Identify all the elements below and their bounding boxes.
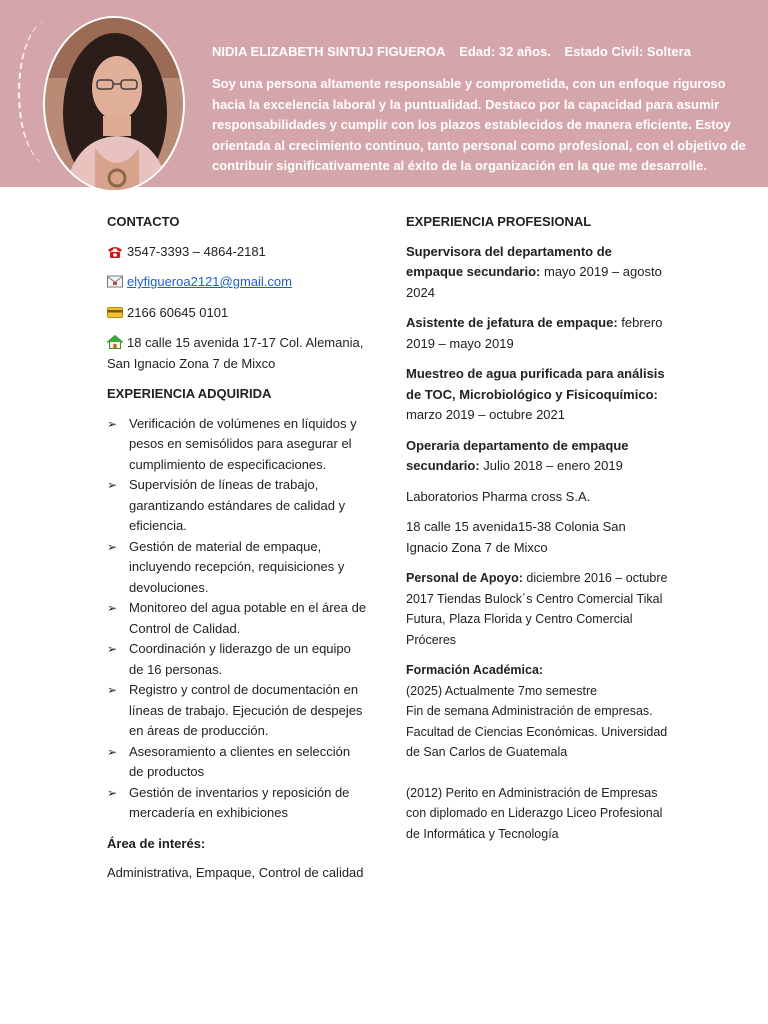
professional-experience-title: EXPERIENCIA PROFESIONAL: [406, 214, 592, 229]
id-card-icon: [107, 305, 123, 318]
contact-email-row: [107, 272, 367, 293]
contact-address-row: [107, 333, 367, 374]
support-entry: [406, 568, 668, 650]
list-item: ➢ Monitoreo del agua potable en el área de Control de Calidad.: [107, 598, 367, 639]
header-identity-line: [212, 44, 701, 59]
contact-phone: 3547-3393 – 4864-2181: [127, 243, 266, 259]
list-item: ➢ Registro y control de documentación en líneas de trabajo. Ejecución de despejes en áreas de producción.: [107, 680, 367, 742]
interest-title: Área de interés:: [107, 835, 206, 851]
job-period: Julio 2018 – enero 2019: [479, 458, 623, 473]
education-line: (2012) Perito en Administración de Empresas con diplomado en Liderazgo Liceo Profesional de Informática y Tecnología: [406, 785, 663, 841]
company-address: 18 calle 15 avenida15-38 Colonia San Ignacio Zona 7 de Mixco: [406, 519, 626, 555]
contact-title: CONTACTO: [107, 214, 180, 229]
list-item: ➢ Gestión de inventarios y reposición de mercadería en exhibiciones: [107, 783, 367, 824]
job-role: Asistente de jefatura de empaque:: [406, 315, 618, 330]
job-period: febrero 2019 – mayo 2019: [406, 315, 663, 351]
job-entry: [406, 242, 668, 304]
acquired-experience-list: [107, 414, 367, 824]
job-entry: [406, 364, 668, 426]
education-line: (2025) Actualmente 7mo semestre: [406, 683, 598, 698]
contact-email-link[interactable]: elyfigueroa2121@gmail.com: [127, 274, 292, 289]
job-entry: [406, 436, 668, 477]
list-item: ➢ Supervisión de líneas de trabajo, garantizando estándares de calidad y eficiencia.: [107, 475, 367, 537]
list-item: ➢ Gestión de material de empaque, incluyendo recepción, requisiciones y devoluciones.: [107, 537, 367, 599]
job-role: Supervisora del departamento de empaque secundario:: [406, 243, 612, 279]
profile-photo: [43, 16, 185, 192]
list-item: ➢ Coordinación y liderazgo de un equipo de 16 personas.: [107, 639, 367, 680]
left-column: [107, 212, 367, 894]
job-period: marzo 2019 – octubre 2021: [406, 407, 565, 422]
civil-status: Estado Civil: Soltera: [564, 44, 691, 59]
job-entry: [406, 313, 668, 354]
company-name: Laboratorios Pharma cross S.A.: [406, 488, 591, 504]
support-text: diciembre 2016 – octubre 2017 Tiendas Bulock´s Centro Comercial Tikal Futura, Plaza Florida y Centro Comercial Próceres: [406, 571, 668, 647]
list-item: ➢ Verificación de volúmenes en líquidos y pesos en semisólidos para asegurar el cumplimiento de especificaciones.: [107, 414, 367, 476]
job-period: mayo 2019 – agosto 2024: [406, 264, 662, 300]
header-banner: [0, 0, 768, 187]
contact-address: 18 calle 15 avenida 17-17 Col. Alemania, San Ignacio Zona 7 de Mixco: [107, 335, 364, 371]
contact-dpi: 2166 60645 0101: [127, 304, 229, 320]
job-role: Muestreo de agua purificada para análisis de TOC, Microbiológico y Fisicoquímico:: [406, 366, 665, 402]
contact-phone-row: [107, 242, 367, 263]
list-item: ➢ Asesoramiento a clientes en selección de productos: [107, 742, 367, 783]
education-line: Fin de semana Administración de empresas. Facultad de Ciencias Económicas. Universidad de San Carlos de Guatemala: [406, 704, 668, 759]
telephone-icon: [107, 244, 123, 257]
house-icon: [107, 335, 123, 348]
full-name: NIDIA ELIZABETH SINTUJ FIGUEROA: [212, 44, 446, 59]
education-section: [406, 660, 668, 844]
envelope-icon: [107, 274, 123, 287]
job-role: Operaria departamento de empaque secundario:: [406, 437, 629, 473]
interest-text: Administrativa, Empaque, Control de calidad: [107, 865, 364, 880]
right-column: [406, 212, 668, 844]
education-title: Formación Académica:: [406, 663, 544, 677]
contact-dpi-row: [107, 303, 367, 324]
acquired-experience-title: EXPERIENCIA ADQUIRIDA: [107, 386, 272, 401]
age: Edad: 32 años.: [459, 44, 551, 59]
profile-summary: Soy una persona altamente responsable y comprometida, con un enfoque riguroso hacia la excelencia laboral y la puntualidad. Destaco por la capacidad para asumir responsabilidades y cumplir con los plazos establecidos de manera eficiente. Estoy orientada al crecimiento continuo, tanto personal como profesional, con el objetivo de contribuir significativamente al éxito de la organización en la que me desarrolle.: [212, 76, 746, 173]
profile-photo-illustration: [45, 18, 183, 190]
support-role: Personal de Apoyo:: [406, 571, 523, 585]
